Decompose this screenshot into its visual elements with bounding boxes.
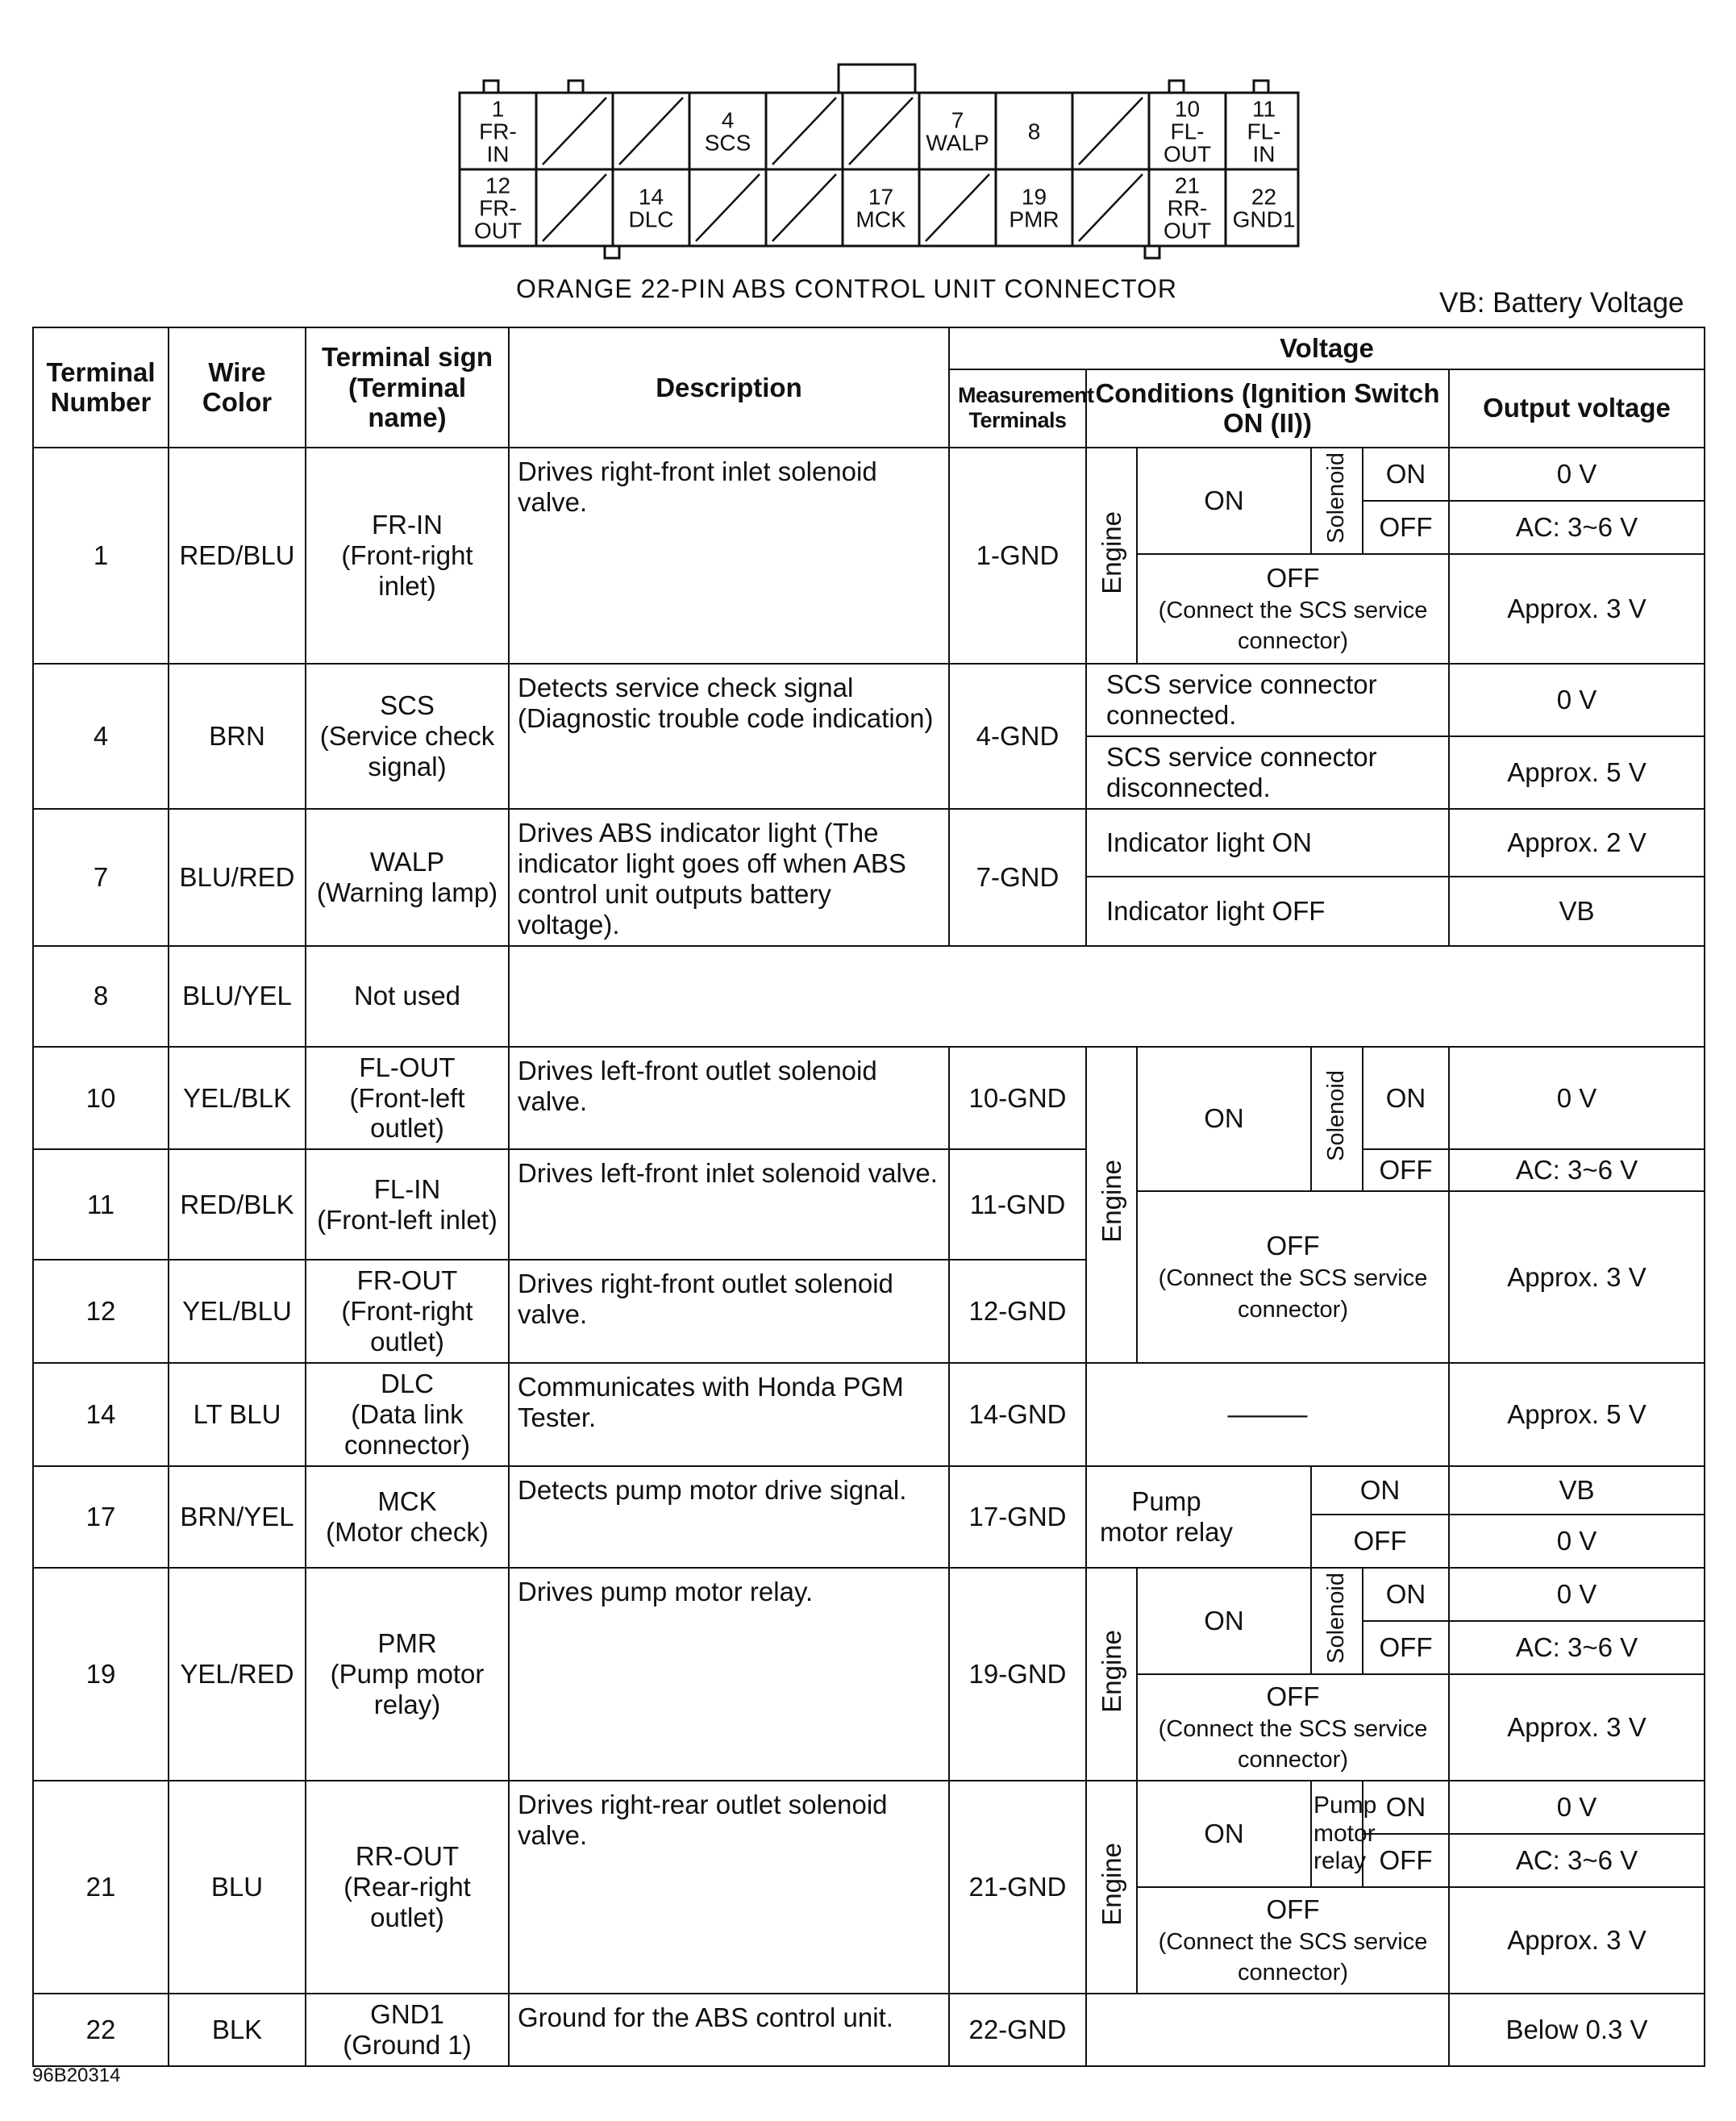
output-voltage: Approx. 3 V <box>1449 1887 1705 1994</box>
condition: SCS service connector connected. <box>1086 664 1449 736</box>
output-voltage: VB <box>1449 1466 1705 1515</box>
header-measurement-terminals: Measurement Terminals <box>949 369 1086 448</box>
relay-off: OFF <box>1311 1515 1449 1568</box>
engine-on: ON <box>1137 1781 1311 1887</box>
terminal-sign: FR-IN (Front-right inlet) <box>306 448 509 664</box>
solenoid-off: OFF <box>1363 1149 1449 1191</box>
condition-dash: ——— <box>1086 1363 1449 1466</box>
terminal-sign: Not used <box>306 946 509 1047</box>
engine-on: ON <box>1137 1047 1311 1192</box>
connector-caption: ORANGE 22-PIN ABS CONTROL UNIT CONNECTOR <box>516 274 1177 303</box>
table-row <box>33 448 1705 501</box>
wire-color: RED/BLK <box>169 1149 306 1260</box>
measurement-terminals: 19-GND <box>949 1568 1086 1781</box>
wire-color: YEL/BLK <box>169 1047 306 1150</box>
terminal-number: 1 <box>33 448 169 664</box>
pin-name: SCS <box>704 130 751 156</box>
output-voltage: 0 V <box>1449 448 1705 501</box>
pin-name: MCK <box>856 206 906 232</box>
table-row <box>33 809 1705 877</box>
pin-number: 22 <box>1251 184 1277 210</box>
measurement-terminals: 17-GND <box>949 1466 1086 1568</box>
pin-number: 19 <box>1021 184 1047 210</box>
wire-color: RED/BLU <box>169 448 306 664</box>
pin-number: 11 <box>1251 96 1276 122</box>
output-voltage: AC: 3~6 V <box>1449 501 1705 554</box>
terminal-number: 21 <box>33 1781 169 1994</box>
measurement-terminals: 12-GND <box>949 1260 1086 1363</box>
table-row <box>33 1568 1705 1621</box>
empty-pin-slash <box>619 98 683 165</box>
table-row <box>33 1994 1705 2066</box>
output-voltage: 0 V <box>1449 1568 1705 1621</box>
pin-number: 7 <box>951 107 964 133</box>
terminal-sign: DLC (Data link connector) <box>306 1363 509 1466</box>
engine-label: Engine <box>1086 1047 1137 1364</box>
table-row <box>33 946 1705 1047</box>
pump-motor-relay-label: Pump motor relay <box>1311 1781 1363 1887</box>
terminal-number: 17 <box>33 1466 169 1568</box>
output-voltage: Approx. 3 V <box>1449 1674 1705 1781</box>
condition: Indicator light ON <box>1086 809 1449 877</box>
wire-color: BLU/RED <box>169 809 306 946</box>
solenoid-label: Solenoid <box>1311 1047 1363 1192</box>
description: Drives right-rear outlet solenoid valve. <box>509 1781 949 1994</box>
empty-pin-slash <box>926 174 989 241</box>
measurement-terminals: 7-GND <box>949 809 1086 946</box>
wire-color: BLU <box>169 1781 306 1994</box>
engine-on: ON <box>1137 448 1311 554</box>
terminal-sign: RR-OUT (Rear-right outlet) <box>306 1781 509 1994</box>
terminal-number: 8 <box>33 946 169 1047</box>
solenoid-label: Solenoid <box>1311 1568 1363 1674</box>
output-voltage: 0 V <box>1449 1047 1705 1150</box>
solenoid-on: ON <box>1363 448 1449 501</box>
solenoid-on: ON <box>1363 1568 1449 1621</box>
description: Drives right-front outlet solenoid valve. <box>509 1260 949 1363</box>
engine-label: Engine <box>1086 1568 1137 1781</box>
pump-motor-relay-label: Pump motor relay <box>1086 1466 1311 1568</box>
empty-pin-slash <box>696 174 760 241</box>
wire-color: YEL/BLU <box>169 1260 306 1363</box>
output-voltage: VB <box>1449 877 1705 946</box>
output-voltage: 0 V <box>1449 664 1705 736</box>
engine-on: ON <box>1137 1568 1311 1674</box>
header-voltage: Voltage <box>949 327 1705 369</box>
solenoid-on: ON <box>1363 1047 1449 1150</box>
pin-number: 21 <box>1174 173 1201 198</box>
engine-label: Engine <box>1086 1781 1137 1994</box>
engine-off: OFF (Connect the SCS service connector) <box>1137 554 1449 664</box>
wire-color: BLK <box>169 1994 306 2066</box>
measurement-terminals: 22-GND <box>949 1994 1086 2066</box>
engine-off: OFF (Connect the SCS service connector) <box>1137 1887 1449 1994</box>
empty-pin-slash <box>772 174 836 241</box>
engine-off: OFF (Connect the SCS service connector) <box>1137 1191 1449 1363</box>
empty-pin-slash <box>849 98 913 165</box>
solenoid-off: OFF <box>1363 501 1449 554</box>
terminal-sign: MCK (Motor check) <box>306 1466 509 1568</box>
measurement-terminals: 14-GND <box>949 1363 1086 1466</box>
table-row <box>33 1466 1705 1515</box>
pin-name: DLC <box>628 206 674 232</box>
wire-color: LT BLU <box>169 1363 306 1466</box>
terminal-sign: SCS (Service check signal) <box>306 664 509 809</box>
output-voltage: AC: 3~6 V <box>1449 1149 1705 1191</box>
terminal-sign: FL-OUT (Front-left outlet) <box>306 1047 509 1150</box>
output-voltage: Approx. 2 V <box>1449 809 1705 877</box>
terminal-number: 22 <box>33 1994 169 2066</box>
header-output-voltage: Output voltage <box>1449 369 1705 448</box>
description: Ground for the ABS control unit. <box>509 1994 949 2066</box>
pin-number: 12 <box>485 173 511 198</box>
pin-number: 14 <box>638 184 664 210</box>
wire-color: YEL/RED <box>169 1568 306 1781</box>
output-voltage: AC: 3~6 V <box>1449 1621 1705 1674</box>
terminal-sign: FR-OUT (Front-right outlet) <box>306 1260 509 1363</box>
pin-name: RR- <box>1167 195 1208 221</box>
empty-pin-slash <box>543 98 606 165</box>
connector-diagram <box>452 56 1306 266</box>
empty-pin-slash <box>543 174 606 241</box>
header-description: Description <box>509 327 949 448</box>
pin-name: OUT <box>1163 218 1212 244</box>
description: Communicates with Honda PGM Tester. <box>509 1363 949 1466</box>
pin-name: FR- <box>479 119 517 144</box>
description: Drives ABS indicator light (The indicator light goes off when ABS control unit outputs battery voltage). <box>509 809 949 946</box>
wire-color: BRN <box>169 664 306 809</box>
description: Detects pump motor drive signal. <box>509 1466 949 1568</box>
measurement-terminals: 4-GND <box>949 664 1086 809</box>
table-row <box>33 664 1705 736</box>
abs-terminal-table <box>32 327 1705 2067</box>
measurement-terminals: 21-GND <box>949 1781 1086 1994</box>
pin-name: FL- <box>1247 119 1281 144</box>
relay-off: OFF <box>1363 1834 1449 1887</box>
terminal-number: 19 <box>33 1568 169 1781</box>
table-row <box>33 1047 1705 1108</box>
engine-off: OFF (Connect the SCS service connector) <box>1137 1674 1449 1781</box>
engine-label: Engine <box>1086 448 1137 664</box>
terminal-number: 14 <box>33 1363 169 1466</box>
output-voltage: Approx. 5 V <box>1449 736 1705 809</box>
pin-number: 4 <box>721 107 735 133</box>
output-voltage: Approx. 3 V <box>1449 554 1705 664</box>
pin-name: FL- <box>1170 119 1205 144</box>
terminal-sign: PMR (Pump motor relay) <box>306 1568 509 1781</box>
pin-name: PMR <box>1009 206 1060 232</box>
condition-blank <box>1086 1994 1449 2066</box>
empty-pin-slash <box>1079 174 1143 241</box>
relay-on: ON <box>1363 1781 1449 1834</box>
relay-on: ON <box>1311 1466 1449 1515</box>
measurement-terminals: 10-GND <box>949 1047 1086 1150</box>
description: Drives right-front inlet solenoid valve. <box>509 448 949 664</box>
header-terminal-number: Terminal Number <box>33 327 169 448</box>
terminal-number: 10 <box>33 1047 169 1150</box>
description: Drives pump motor relay. <box>509 1568 949 1781</box>
description: Drives left-front inlet solenoid valve. <box>509 1149 949 1260</box>
solenoid-label: Solenoid <box>1311 448 1363 554</box>
table-row <box>33 1781 1705 1834</box>
table-row <box>33 1363 1705 1466</box>
empty-pin-slash <box>772 98 836 165</box>
pin-name: FR- <box>479 195 517 221</box>
pin-number: 1 <box>491 96 505 122</box>
table-row <box>33 1149 1705 1191</box>
pin-number: 8 <box>1027 119 1041 144</box>
wire-color: BLU/YEL <box>169 946 306 1047</box>
terminal-number: 4 <box>33 664 169 809</box>
pin-name: IN <box>1252 141 1276 167</box>
terminal-sign: GND1 (Ground 1) <box>306 1994 509 2066</box>
solenoid-off: OFF <box>1363 1621 1449 1674</box>
condition: SCS service connector disconnected. <box>1086 736 1449 809</box>
terminal-sign: WALP (Warning lamp) <box>306 809 509 946</box>
output-voltage: AC: 3~6 V <box>1449 1834 1705 1887</box>
output-voltage: Below 0.3 V <box>1449 1994 1705 2066</box>
pin-name: IN <box>486 141 510 167</box>
not-used-blank <box>509 946 1705 1047</box>
pin-name: GND1 <box>1232 206 1296 232</box>
output-voltage: Approx. 3 V <box>1449 1191 1705 1363</box>
output-voltage: Approx. 5 V <box>1449 1363 1705 1466</box>
pin-number: 10 <box>1174 96 1201 122</box>
document-code: 96B20314 <box>32 2065 121 2086</box>
pin-number: 17 <box>868 184 894 210</box>
battery-voltage-note: VB: Battery Voltage <box>1439 287 1684 319</box>
description: Drives left-front outlet solenoid valve. <box>509 1047 949 1150</box>
header-wire-color: Wire Color <box>169 327 306 448</box>
terminal-number: 12 <box>33 1260 169 1363</box>
pin-name: OUT <box>473 218 522 244</box>
wire-color: BRN/YEL <box>169 1466 306 1568</box>
condition: Indicator light OFF <box>1086 877 1449 946</box>
terminal-number: 7 <box>33 809 169 946</box>
measurement-terminals: 11-GND <box>949 1149 1086 1260</box>
output-voltage: 0 V <box>1449 1515 1705 1568</box>
description: Detects service check signal (Diagnostic trouble code indication) <box>509 664 949 809</box>
terminal-sign: FL-IN (Front-left inlet) <box>306 1149 509 1260</box>
pin-name: WALP <box>926 130 989 156</box>
empty-pin-slash <box>1079 98 1143 165</box>
measurement-terminals: 1-GND <box>949 448 1086 664</box>
output-voltage: 0 V <box>1449 1781 1705 1834</box>
header-conditions: Conditions (Ignition Switch ON (II)) <box>1086 369 1449 448</box>
pin-name: OUT <box>1163 141 1212 167</box>
header-terminal-sign: Terminal sign (Terminal name) <box>306 327 509 448</box>
terminal-number: 11 <box>33 1149 169 1260</box>
